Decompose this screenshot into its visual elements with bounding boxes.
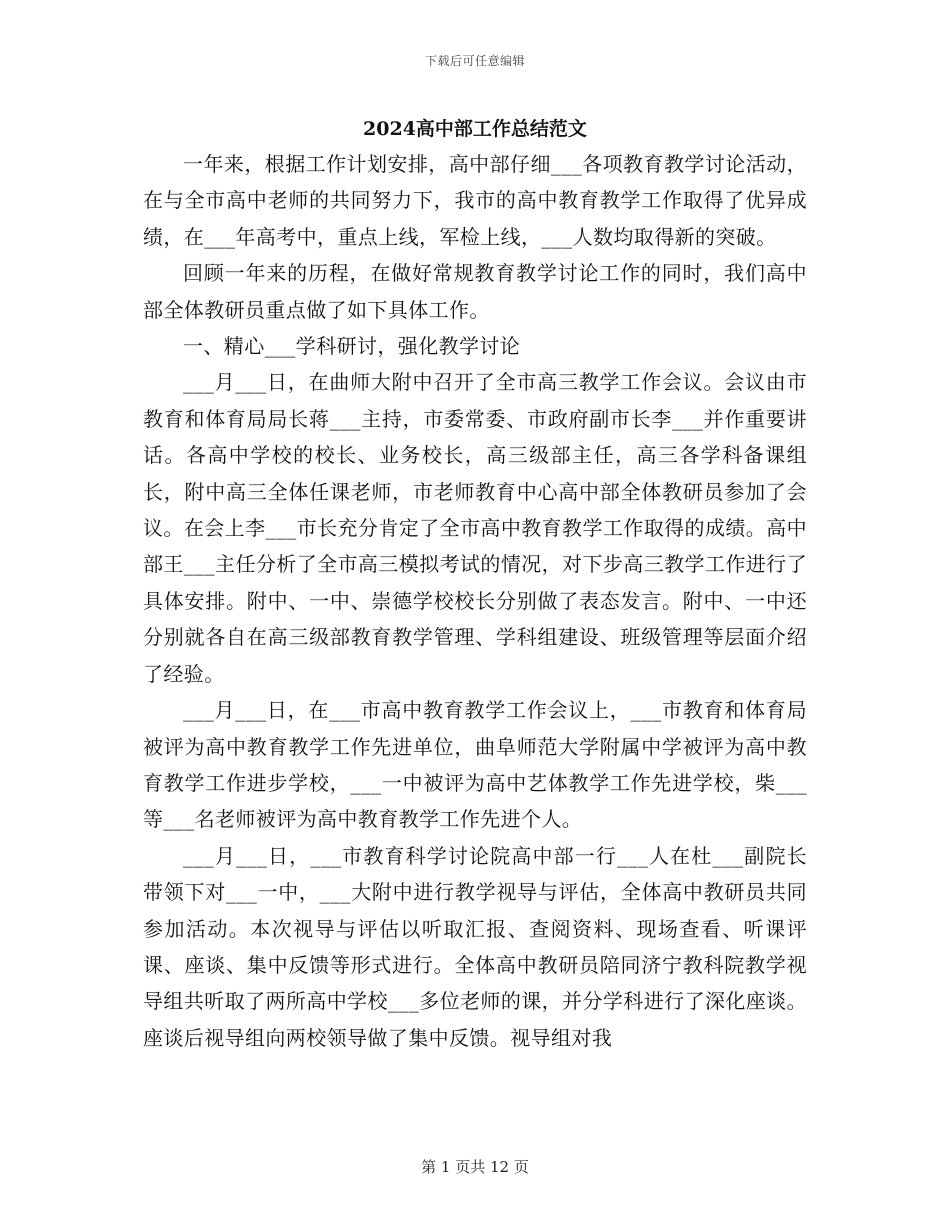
page-header-note: 下载后可任意编辑 [424,54,525,68]
page-number: 第 1 页共 12 页 [421,1158,529,1176]
paragraph-meeting: ___月___日，在曲师大附中召开了全市高三教学工作会议。会议由市教育和体育局局长蒋___主持，市委常委、市政府副市长李___并作重要讲话。各高中学校的校长、业务校长，高三级部主任，高三各学科备课组长，附中高三全体任课老师，市老师教育中心高中部全体教研员参加了会议。在会上李___市长充分肯定了全市高中教育教学工作取得的成绩。高中部王___主任分析了全市高三模拟考试的情况，对下步高三教学工作进行了具体安排。附中、一中、崇德学校校长分别做了表态发言。附中、一中还分别就各自在高三级部教育教学管理、学科组建设、班级管理等层面介绍了经验。 [143,370,807,686]
paragraph-inspection: ___月___日，___市教育科学讨论院高中部一行___人在杜___副院长带领下对___一中，___大附中进行教学视导与评估，全体高中教研员共同参加活动。本次视导与评估以听取汇报、查阅资料、现场查看、听课评课、座谈、集中反馈等形式进行。全体高中教研员陪同济宁教科院教学视导组共听取了两所高中学校___多位老师的课，并分学科进行了深化座谈。座谈后视导组向两校领导做了集中反馈。视导组对我 [143,843,807,1050]
document-title: 2024高中部工作总结范文 [363,118,587,140]
section-heading-1: 一、精心___学科研讨，强化教学讨论 [183,334,521,359]
paragraph-review: 回顾一年来的历程，在做好常规教育教学讨论工作的同时，我们高中部全体教研员重点做了如下具体工作。 [143,261,807,322]
paragraph-intro: 一年来，根据工作计划安排，高中部仔细___各项教育教学讨论活动，在与全市高中老师的共同努力下，我市的高中教育教学工作取得了优异成绩，在___年高考中，重点上线，军检上线，___人数均取得新的突破。 [143,152,807,249]
document-body [143,146,807,1056]
paragraph-awards: ___月___日，在___市高中教育教学工作会议上，___市教育和体育局被评为高中教育教学工作先进单位，曲阜师范大学附属中学被评为高中教育教学工作进步学校，___一中被评为高中艺体教学工作先进学校，柴___等___名老师被评为高中教育教学工作先进个人。 [143,698,807,832]
